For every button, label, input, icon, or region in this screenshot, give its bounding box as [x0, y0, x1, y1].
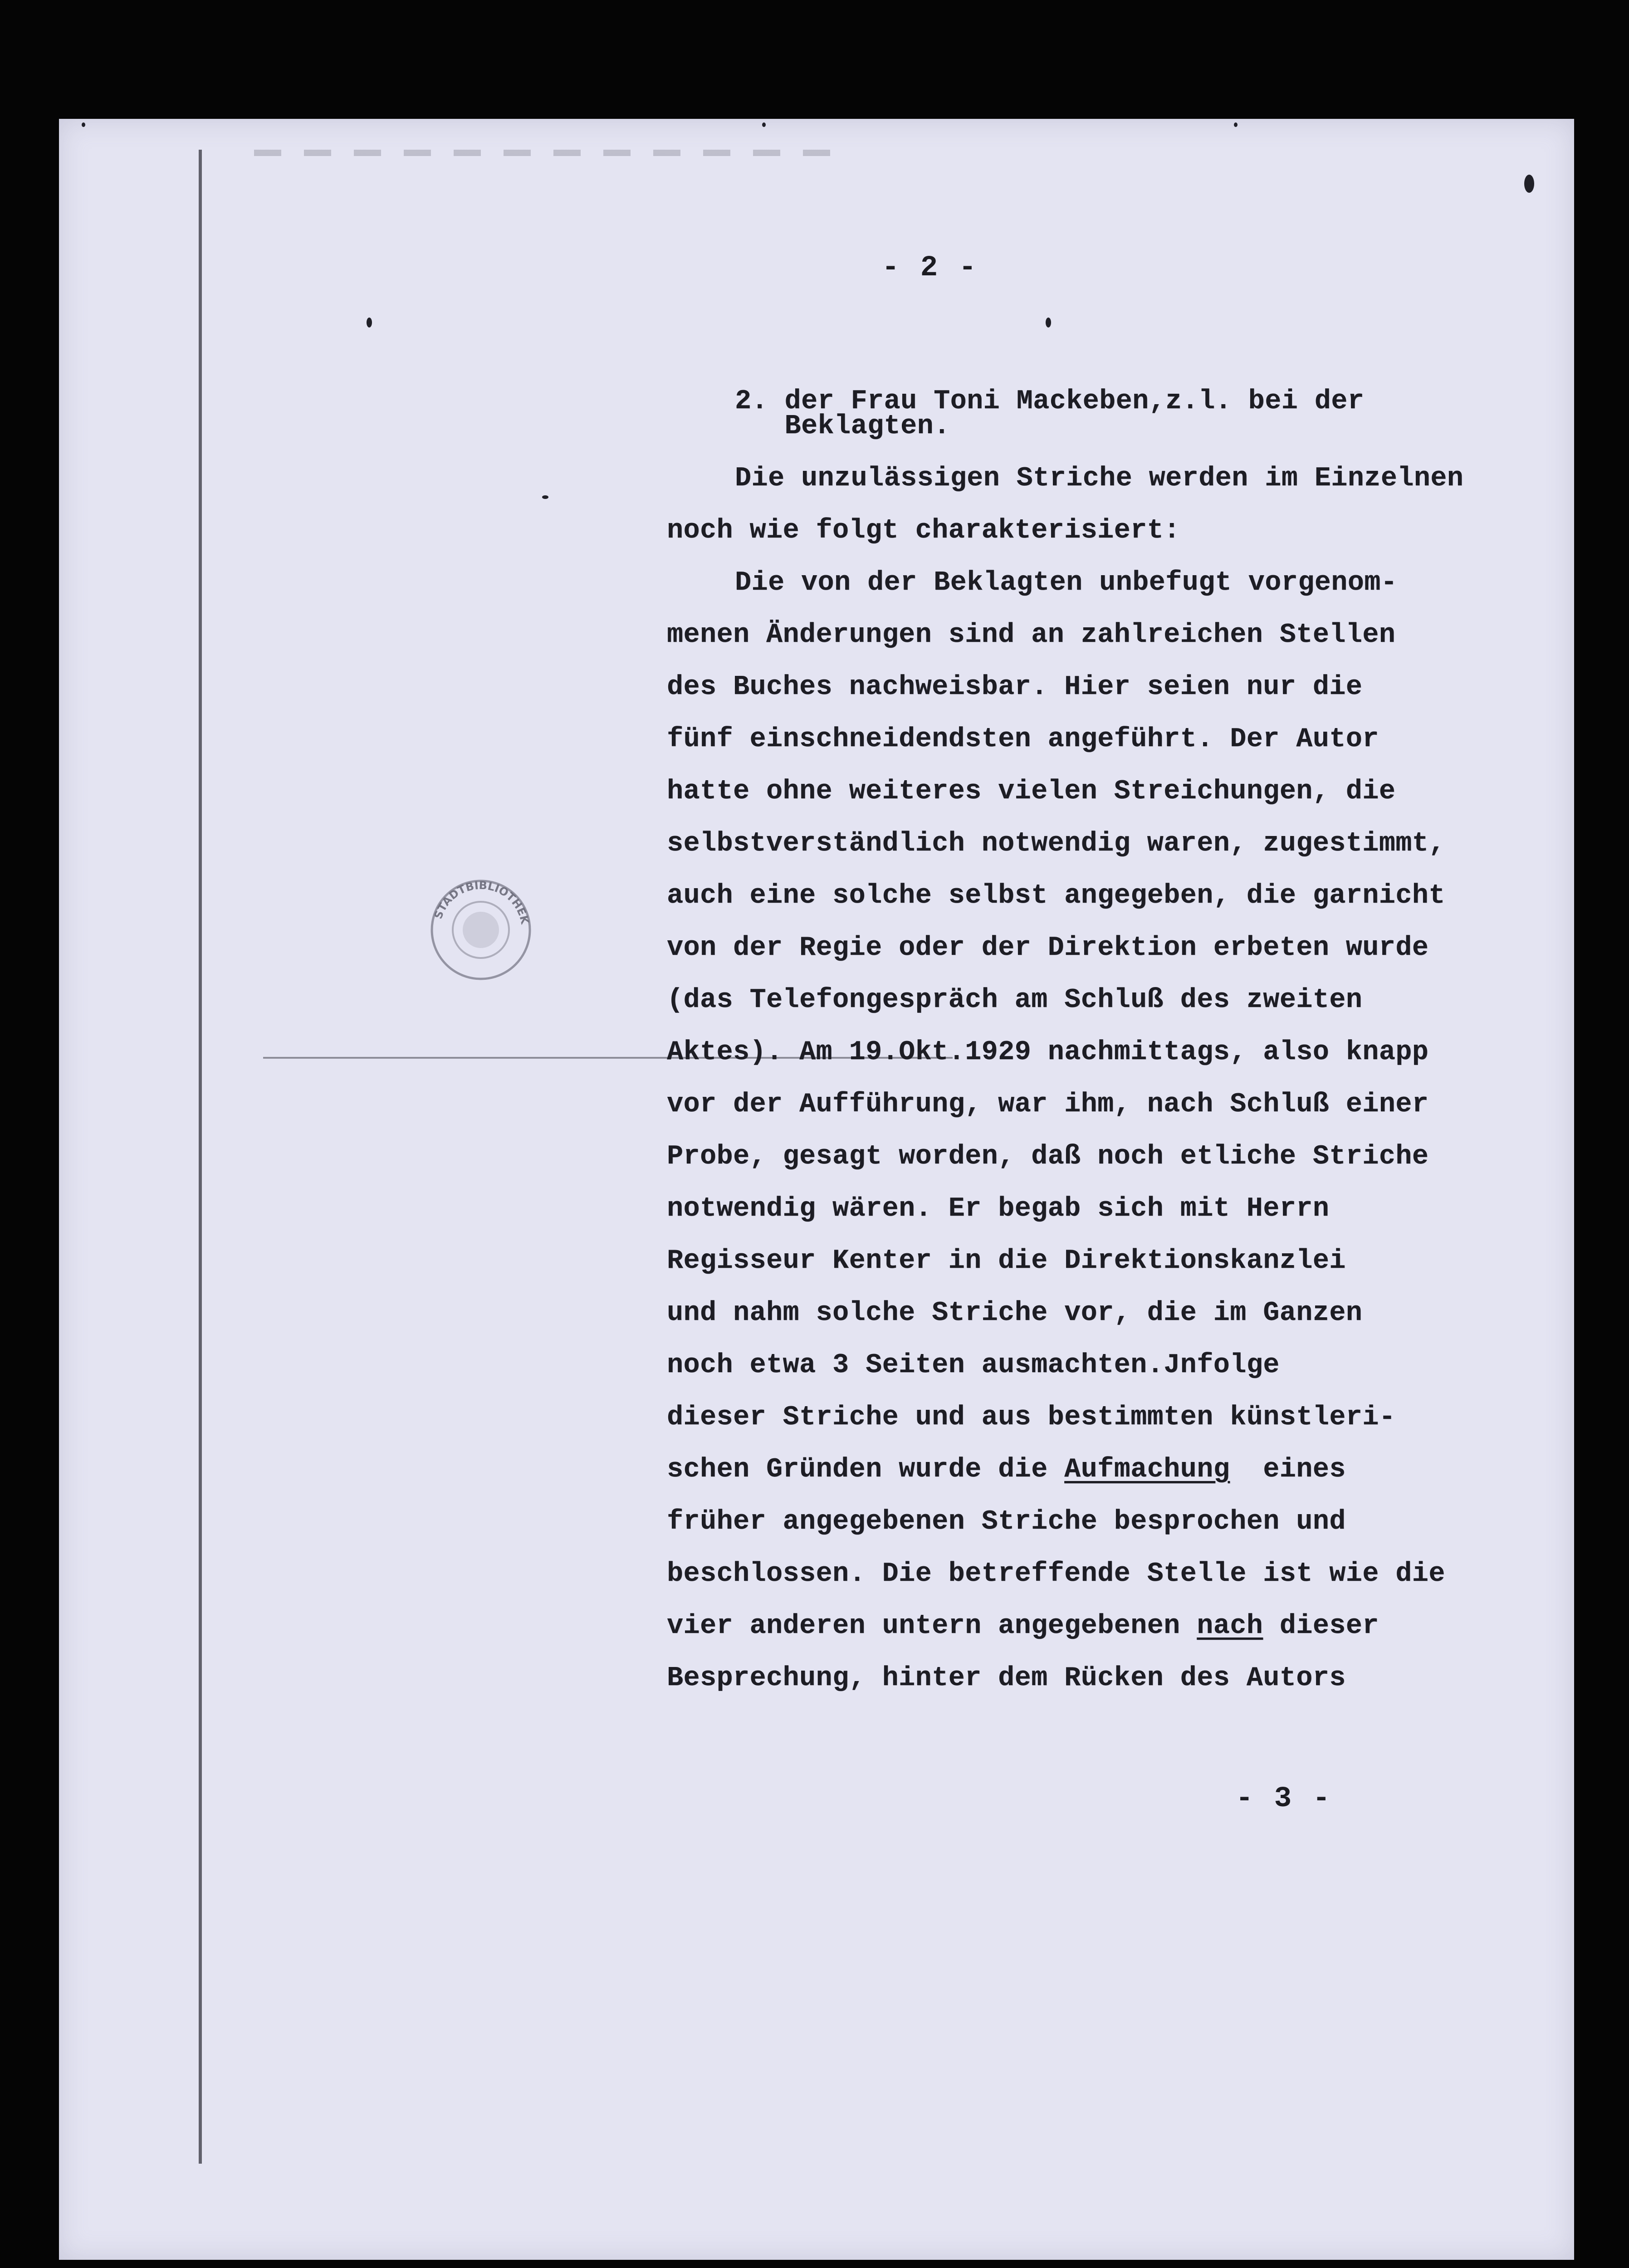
top-edge-marks	[254, 150, 844, 156]
body-line: und nahm solche Striche vor, die im Ganzen	[667, 1298, 1363, 1329]
body-line: Die von der Beklagten unbefugt vorgenom-	[735, 567, 1398, 598]
body-line: des Buches nachweisbar. Hier seien nur die	[667, 672, 1363, 703]
body-line: Aktes). Am 19.Okt.1929 nachmittags, also knapp	[667, 1037, 1429, 1068]
body-line: hatte ohne weiteres vielen Streichungen, die	[667, 776, 1396, 807]
body-line: von der Regie oder der Direktion erbeten wurde	[667, 933, 1429, 963]
body-line-text: schen Gründen wurde die	[667, 1454, 1065, 1485]
body-line: beschlossen. Die betreffende Stelle ist wie die	[667, 1559, 1445, 1589]
speck	[367, 318, 372, 327]
body-line-text: vier anderen untern angegebenen	[667, 1611, 1197, 1642]
body-line: (das Telefongespräch am Schluß des zweiten	[667, 985, 1363, 1016]
underlined-word: Aufmachung	[1064, 1454, 1230, 1485]
library-stamp	[424, 873, 538, 987]
page-number-header: - 2 -	[881, 252, 978, 284]
body-line: Besprechung, hinter dem Rücken des Autors	[667, 1663, 1346, 1694]
body-line: menen Änderungen sind an zahlreichen Stellen	[667, 620, 1396, 650]
speck	[1524, 175, 1534, 193]
speck	[762, 122, 766, 127]
speck	[1046, 318, 1051, 327]
body-line: 2. der Frau Toni Mackeben,z.l. bei der	[735, 386, 1365, 417]
underlined-word: nach	[1197, 1611, 1263, 1642]
speck	[82, 122, 85, 127]
body-line: fünf einschneidendsten angeführt. Der Autor	[667, 724, 1379, 755]
body-line: noch wie folgt charakterisiert:	[667, 515, 1180, 546]
body-line: notwendig wären. Er begab sich mit Herrn	[667, 1193, 1330, 1224]
body-line: Probe, gesagt worden, daß noch etliche Striche	[667, 1141, 1429, 1172]
speck	[1234, 122, 1238, 127]
body-line: dieser Striche und aus bestimmten künstleri-	[667, 1402, 1396, 1433]
body-line-text: dieser	[1263, 1611, 1379, 1642]
body-line: vor der Aufführung, war ihm, nach Schluß einer	[667, 1089, 1429, 1120]
body-line-text: eines	[1230, 1454, 1346, 1485]
speck	[542, 495, 548, 499]
body-line: auch eine solche selbst angegeben, die garnicht	[667, 880, 1445, 911]
body-line	[667, 1606, 1379, 1647]
body-line: noch etwa 3 Seiten ausmachten.Jnfolge	[667, 1350, 1280, 1381]
stamp-text: STADTBIBLIOTHEK	[431, 879, 532, 925]
body-line: selbstverständlich notwendig waren, zugestimmt,	[667, 828, 1445, 859]
body-line: Beklagten.	[735, 411, 950, 442]
body-line: Die unzulässigen Striche werden im Einzelnen	[735, 463, 1464, 494]
body-line	[667, 1449, 1346, 1490]
margin-rule	[199, 150, 202, 2164]
page-number-footer: - 3 -	[1235, 1783, 1332, 1815]
body-line: früher angegebenen Striche besprochen und	[667, 1506, 1346, 1537]
body-line: Regisseur Kenter in die Direktionskanzlei	[667, 1246, 1346, 1276]
